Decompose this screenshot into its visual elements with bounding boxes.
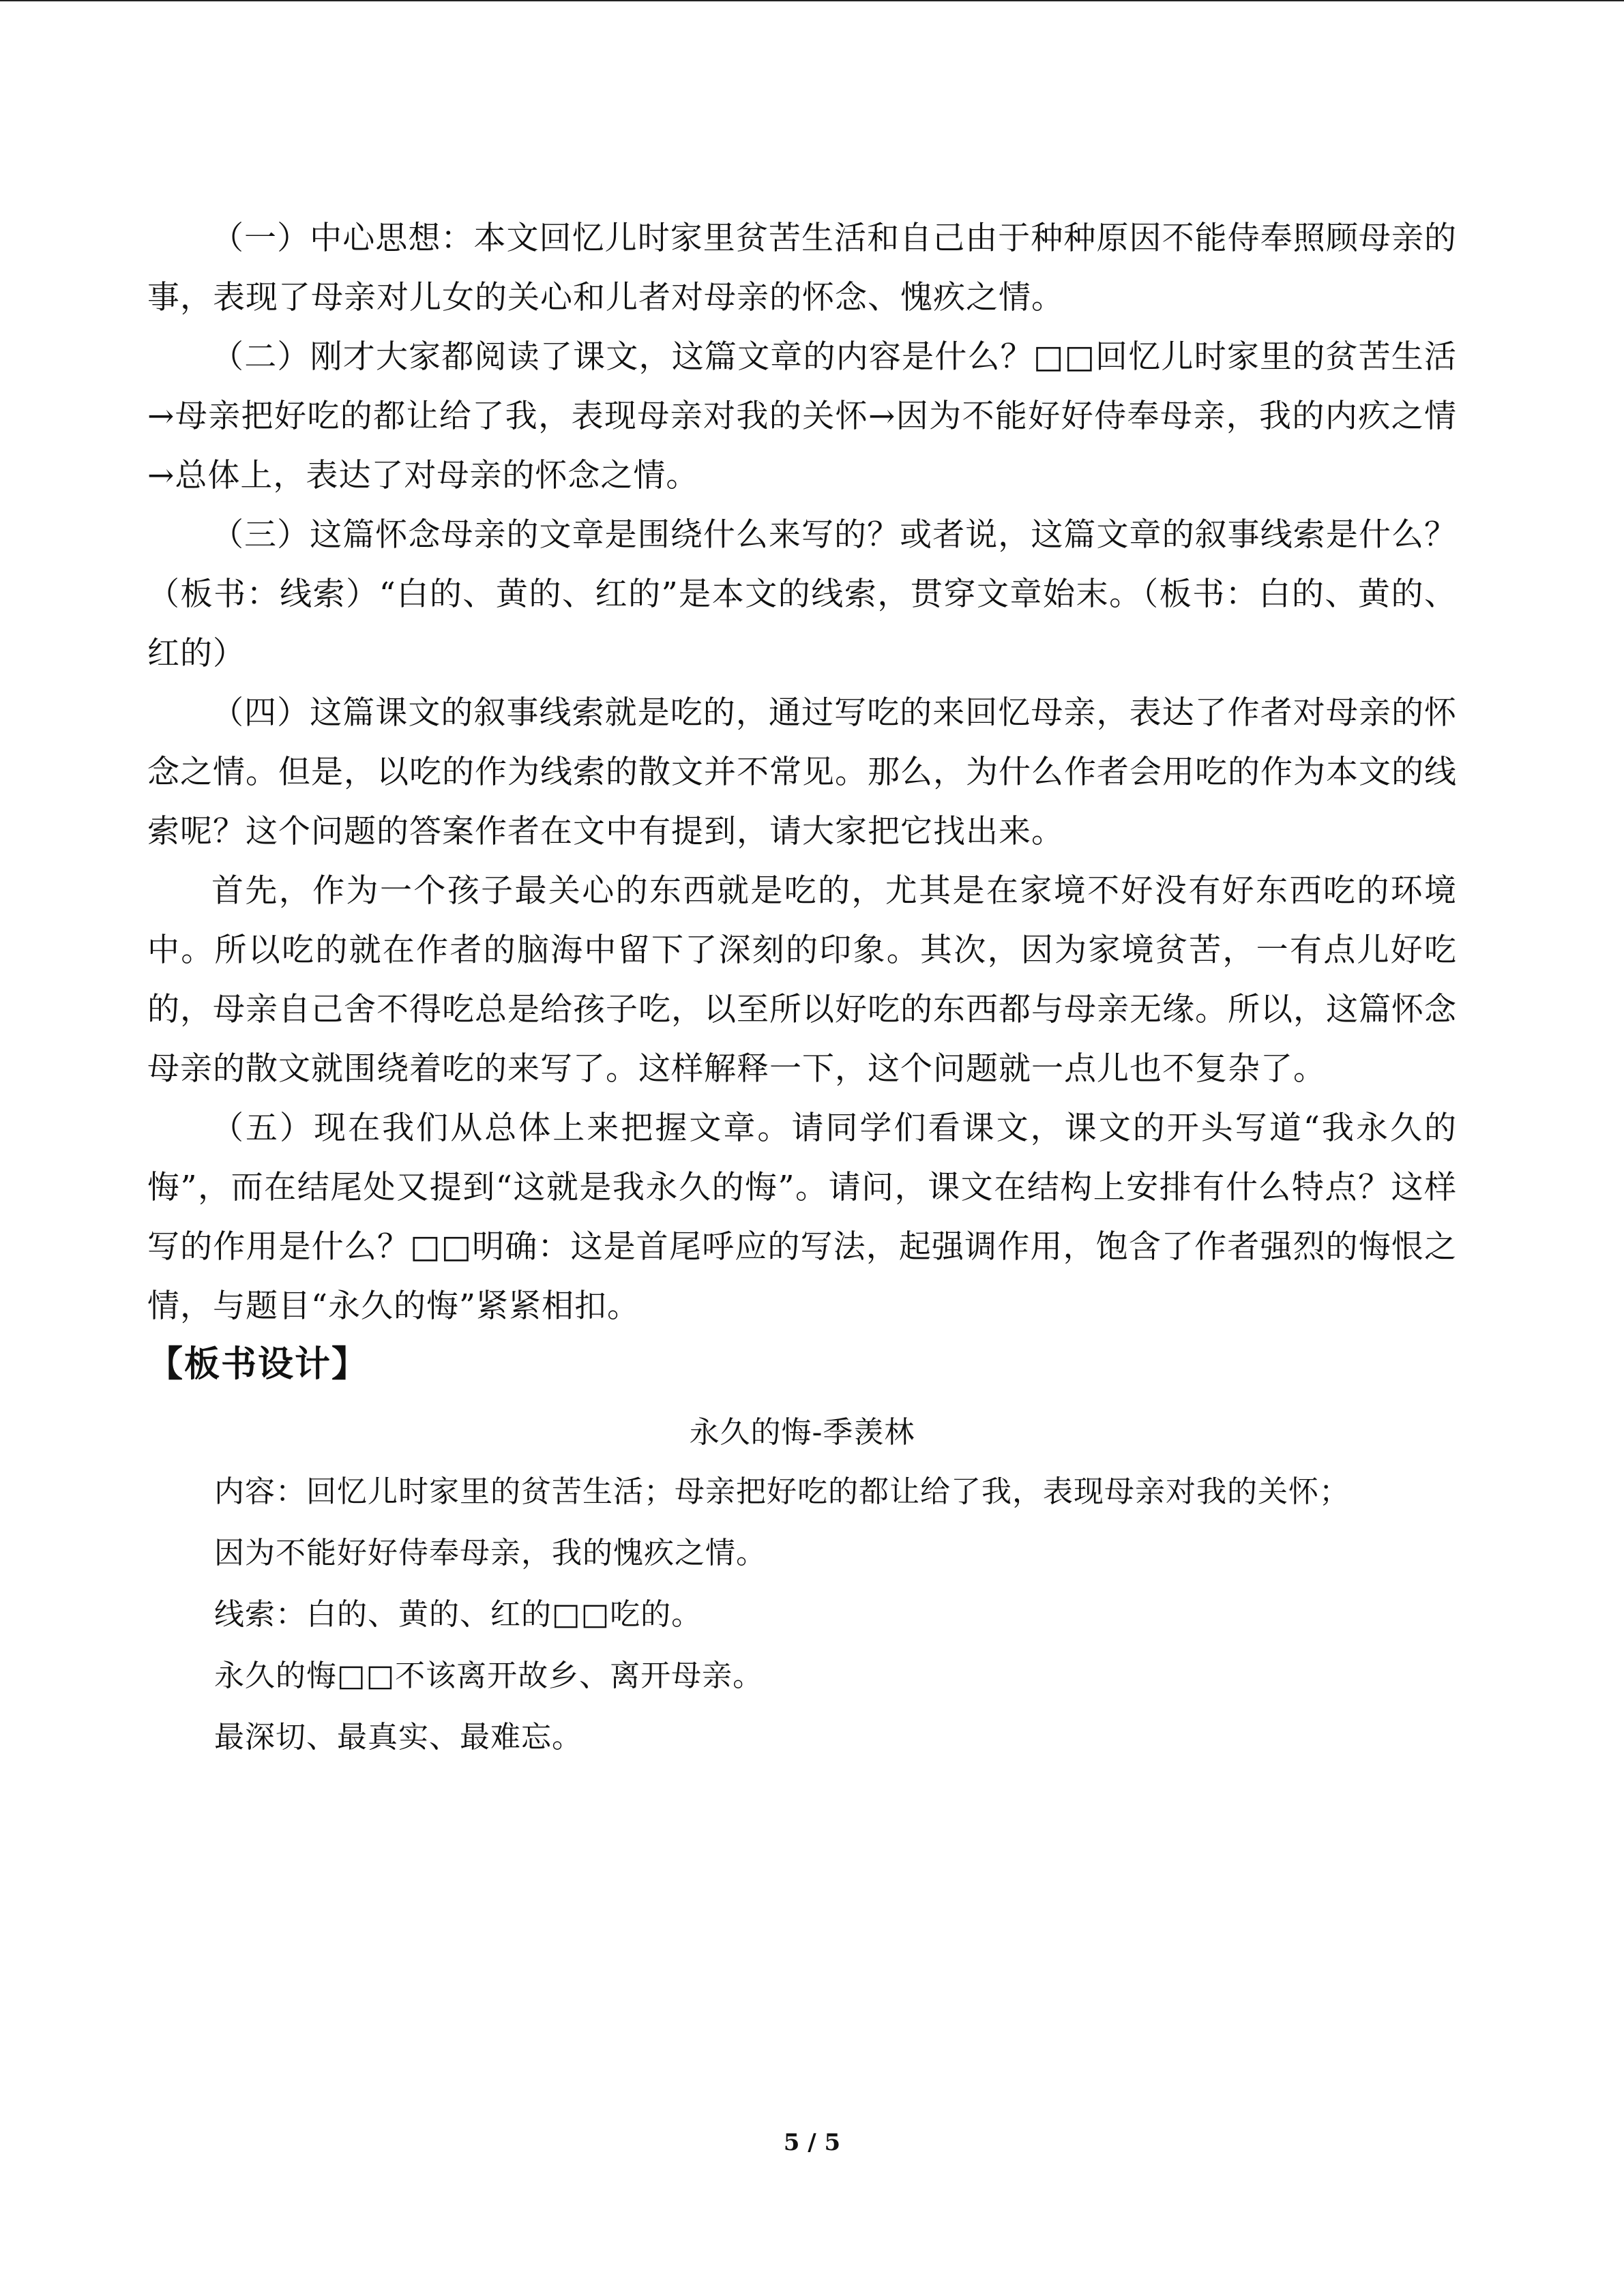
board-line-content: 内容：回忆儿时家里的贫苦生活；母亲把好吃的都让给了我，表现母亲对我的关怀； <box>214 1474 1350 1509</box>
board-line-guilt: 因为不能好好侍奉母亲，我的愧疚之情。 <box>214 1536 767 1570</box>
top-border-line <box>0 0 1624 1</box>
board-line-summary: 最深切、最真实、最难忘。 <box>214 1720 582 1755</box>
paragraph-explanation: 首先，作为一个孩子最关心的东西就是吃的，尤其是在家境不好没有好东西吃的环境中。所以吃的就在作者的脑海中留下了深刻的印象。其次，因为家境贫苦，一有点儿好吃的，母亲自己舍不得吃总是给孩子吃，以至所以好吃的东西都与母亲无缘。所以，这篇怀念母亲的散文就围绕着吃的来写了。这样解释一下，这个问题就一点儿也不复杂了。 <box>147 872 1457 1088</box>
paragraph-central-idea: （一）中心思想：本文回忆儿时家里贫苦生活和自己由于种种原因不能侍奉照顾母亲的事，表现了母亲对儿女的关心和儿者对母亲的怀念、愧疚之情。 <box>147 220 1457 316</box>
paragraph-structure: （五）现在我们从总体上来把握文章。请同学们看课文，课文的开头写道“我永久的悔”，而在结尾处又提到“这就是我永久的悔”。请问，课文在结构上安排有什么特点？这样写的作用是什么？□□明确：这是首尾呼应的写法，起强调作用，饱含了作者强烈的悔恨之情，与题目“永久的悔”紧紧相扣。 <box>147 1109 1457 1325</box>
paragraph-why-food-clue: （四）这篇课文的叙事线索就是吃的，通过写吃的来回忆母亲，表达了作者对母亲的怀念之情。但是，以吃的作为线索的散文并不常见。那么，为什么作者会用吃的作为本文的线索呢？这个问题的答案作者在文中有提到，请大家把它找出来。 <box>147 694 1457 850</box>
page-number: 5 / 5 <box>783 2129 841 2156</box>
board-line-regret: 永久的悔□□不该离开故乡、离开母亲。 <box>214 1658 764 1693</box>
board-title: 永久的悔-季羡林 <box>689 1415 915 1450</box>
board-design-heading: 【板书设计】 <box>147 1344 369 1385</box>
paragraph-narrative-clue: （三）这篇怀念母亲的文章是围绕什么来写的？或者说，这篇文章的叙事线索是什么？（板书：线索）“白的、黄的、红的”是本文的线索，贯穿文章始末。（板书：白的、黄的、红的） <box>147 516 1457 672</box>
board-line-clue: 线索：白的、黄的、红的□□吃的。 <box>214 1597 703 1632</box>
paragraph-content-question: （二）刚才大家都阅读了课文，这篇文章的内容是什么？□□回忆儿时家里的贫苦生活→母亲把好吃的都让给了我，表现母亲对我的关怀→因为不能好好侍奉母亲，我的内疚之情→总体上，表达了对母亲的怀念之情。 <box>147 338 1457 494</box>
document-body <box>147 209 1457 1768</box>
board-design <box>147 1404 1457 1768</box>
